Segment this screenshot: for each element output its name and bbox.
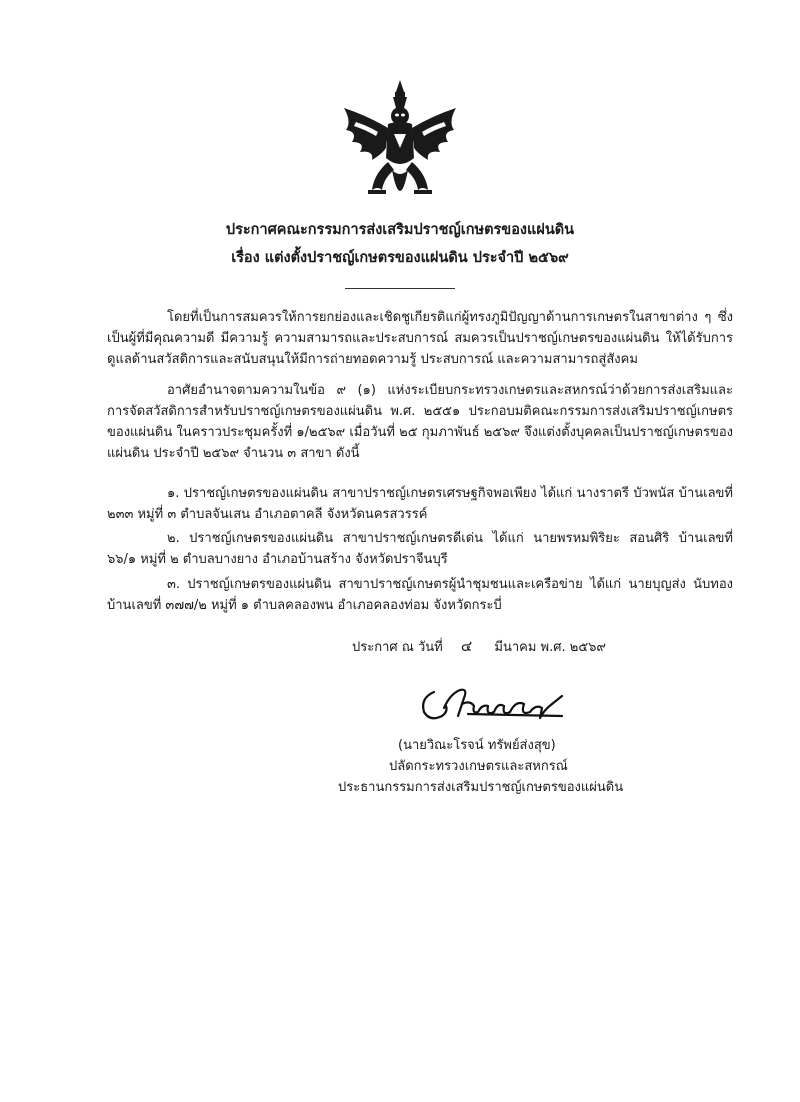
announcement-subject: เรื่อง แต่งตั้งปราชญ์เกษตรของแผ่นดิน ประจำปี ๒๕๖๙ <box>231 250 569 266</box>
preamble-paragraph <box>107 307 733 370</box>
appointee-text-2: ๒. ปราชญ์เกษตรของแผ่นดิน สาขาปราชญ์เกษตรดีเด่น ได้แก่ นายพรหมพิริยะ สอนศิริ บ้านเลขที่ ๖๖/๑ หมู่ที่ ๒ ตำบลบางยาง อำเภอบ้านสร้าง จังหวัดปราจีนบุรี <box>107 531 733 567</box>
announcement-date <box>352 634 606 658</box>
date-month-year: มีนาคม พ.ศ. ๒๕๖๙ <box>494 640 606 655</box>
title-divider <box>345 288 455 289</box>
appointee-item-3 <box>107 574 733 616</box>
authority-paragraph <box>107 380 733 464</box>
signatory-position-1: ปลัดกระทรวงเกษตรและสหกรณ์ <box>389 759 568 774</box>
signature-block <box>338 735 658 798</box>
appointee-text-1: ๑. ปราชญ์เกษตรของแผ่นดิน สาขาปราชญ์เกษตรเศรษฐกิจพอเพียง ได้แก่ นางราตรี บัวพนัส บ้านเลขที่ ๒๓๓ หมู่ที่ ๓ ตำบลจันเสน อำเภอตาคลี จังหวัดนครสวรรค์ <box>107 486 733 522</box>
handwritten-signature <box>412 664 572 734</box>
authority-text: อาศัยอำนาจตามความในข้อ ๙ (๑) แห่งระเบียบกระทรวงเกษตรและสหกรณ์ว่าด้วยการส่งเสริมและการจัดสวัสดิการสำหรับปราชญ์เกษตรของแผ่นดิน พ.ศ. ๒๕๕๑ ประกอบมติคณะกรรมการส่งเสริมปราชญ์เกษตรของแผ่นดิน ในคราวประชุมครั้งที่ ๑/๒๕๖๙ เมื่อวันที่ ๒๕ กุมภาพันธ์ ๒๕๖๙ จึงแต่งตั้งบุคคลเป็นปราชญ์เกษตรของแผ่นดิน ประจำปี ๒๕๖๙ จำนวน ๓ สาขา ดังนี้ <box>107 383 733 461</box>
garuda-emblem-icon <box>338 78 462 212</box>
date-day: ๔ <box>460 637 473 655</box>
appointee-item-1 <box>107 483 733 525</box>
announcement-title: ประกาศคณะกรรมการส่งเสริมปราชญ์เกษตรของแผ่นดิน <box>225 222 575 238</box>
date-prefix: ประกาศ ณ วันที่ <box>352 640 443 655</box>
signatory-name: (นายวิณะโรจน์ ทรัพย์ส่งสุข) <box>398 738 556 753</box>
signatory-position-2: ประธานกรรมการส่งเสริมปราชญ์เกษตรของแผ่นดิน <box>338 780 624 795</box>
preamble-text: โดยที่เป็นการสมควรให้การยกย่องและเชิดชูเกียรติแก่ผู้ทรงภูมิปัญญาด้านการเกษตรในสาขาต่าง ๆ ซึ่งเป็นผู้ที่มีคุณความดี มีความรู้ ความสามารถและประสบการณ์ สมควรเป็นปราชญ์เกษตรของแผ่นดิน ให้ได้รับการดูแลด้านสวัสดิการและสนับสนุนให้มีการถ่ายทอดความรู้ ประสบการณ์ และความสามารถสู่สังคม <box>107 310 733 367</box>
appointee-text-3: ๓. ปราชญ์เกษตรของแผ่นดิน สาขาปราชญ์เกษตรผู้นำชุมชนและเครือข่าย ได้แก่ นายบุญส่ง นับทอง บ้านเลขที่ ๓๗๗/๒ หมู่ที่ ๑ ตำบลคลองพน อำเภอคลองท่อม จังหวัดกระบี่ <box>107 577 733 613</box>
appointee-item-2 <box>107 528 733 570</box>
